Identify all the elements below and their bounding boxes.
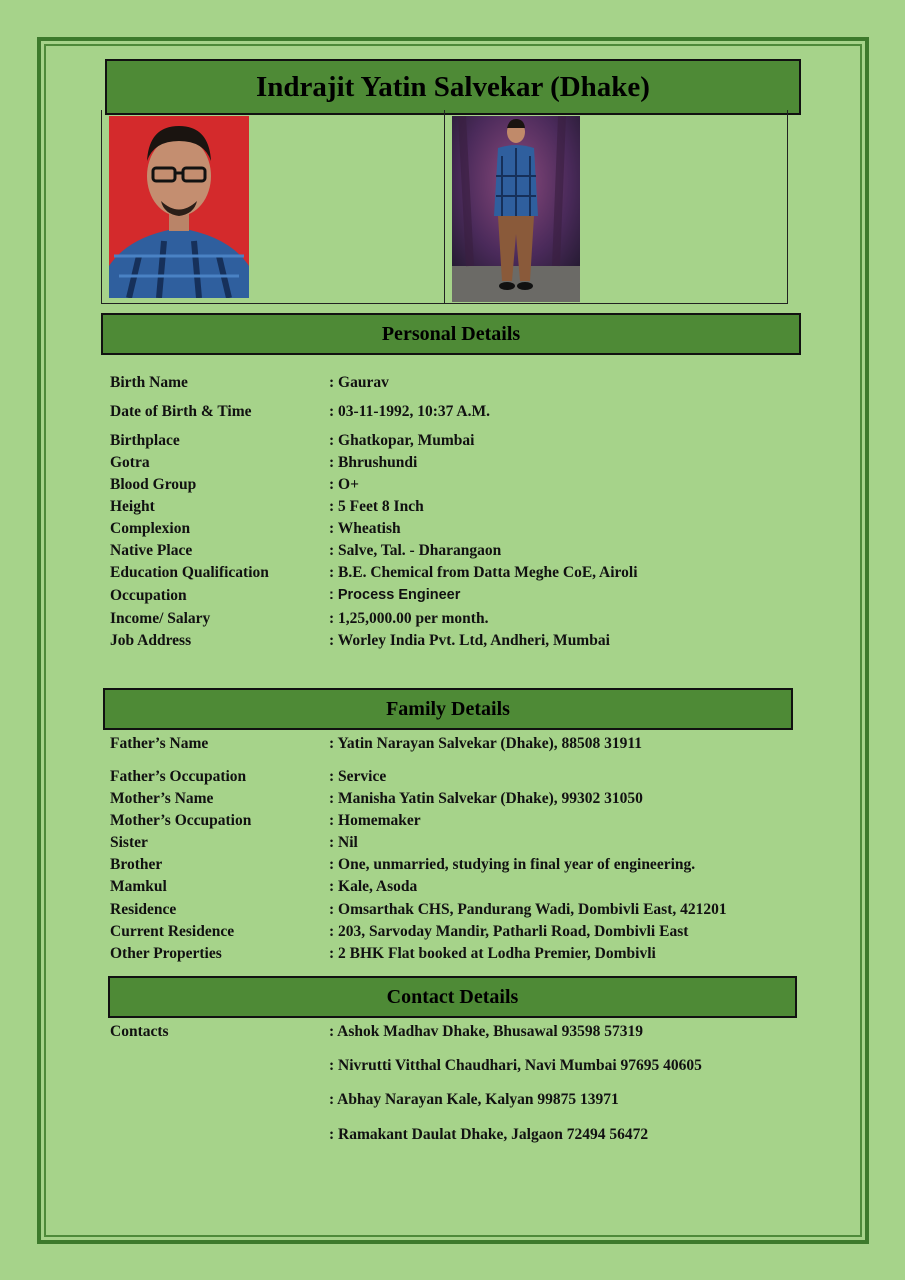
detail-value: : B.E. Chemical from Datta Meghe CoE, Airoli [329, 564, 638, 581]
detail-label: Native Place [110, 542, 193, 559]
detail-value: : Manisha Yatin Salvekar (Dhake), 99302 31050 [329, 790, 643, 807]
page-title: Indrajit Yatin Salvekar (Dhake) [256, 70, 650, 103]
detail-label: Father’s Occupation [110, 768, 247, 785]
section-title-contact: Contact Details [386, 985, 519, 1008]
detail-label: Contacts [110, 1023, 169, 1040]
section-header-family [103, 688, 793, 730]
detail-value: : Kale, Asoda [329, 878, 418, 895]
section-title-personal: Personal Details [381, 322, 521, 345]
detail-value: : One, unmarried, studying in final year of engineering. [329, 856, 696, 873]
contact-entry: : Nivrutti Vitthal Chaudhari, Navi Mumbai 97695 40605 [329, 1057, 702, 1074]
portrait-photo [109, 116, 249, 298]
detail-label: Birthplace [110, 432, 180, 449]
detail-label: Brother [110, 856, 163, 873]
detail-label: Complexion [110, 520, 191, 537]
detail-label: Mother’s Name [110, 790, 214, 807]
detail-value: : Worley India Pvt. Ltd, Andheri, Mumbai [329, 632, 610, 649]
detail-value: : 2 BHK Flat booked at Lodha Premier, Dombivli [329, 945, 656, 962]
title-banner [105, 59, 801, 115]
detail-value: : Yatin Narayan Salvekar (Dhake), 88508 31911 [329, 735, 643, 752]
section-header-personal [101, 313, 801, 355]
detail-label: Gotra [110, 454, 150, 471]
detail-label: Date of Birth & Time [110, 403, 252, 420]
contact-entry: : Ashok Madhav Dhake, Bhusawal 93598 57319 [329, 1023, 643, 1040]
detail-label: Other Properties [110, 945, 222, 962]
contact-entry: : Ramakant Daulat Dhake, Jalgaon 72494 56472 [329, 1126, 649, 1143]
photo-divider [444, 110, 445, 304]
detail-label: Father’s Name [110, 735, 209, 752]
detail-label: Occupation [110, 587, 187, 604]
detail-value: : Bhrushundi [329, 454, 418, 471]
detail-label: Education Qualification [110, 564, 269, 581]
contact-entry: : Abhay Narayan Kale, Kalyan 99875 13971 [329, 1091, 619, 1108]
detail-label: Job Address [110, 632, 192, 649]
section-title-family: Family Details [386, 697, 510, 720]
detail-value: : Gaurav [329, 374, 389, 391]
full-length-photo [452, 116, 580, 302]
detail-value: : 03-11-1992, 10:37 A.M. [329, 403, 491, 420]
detail-value: : Wheatish [329, 520, 401, 537]
detail-value: : 1,25,000.00 per month. [329, 610, 489, 627]
detail-label: Sister [110, 834, 148, 851]
detail-label: Blood Group [110, 476, 197, 493]
detail-value: : Nil [329, 834, 358, 851]
detail-value: : 203, Sarvoday Mandir, Patharli Road, Dombivli East [329, 923, 689, 940]
detail-value: : Salve, Tal. - Dharangaon [329, 542, 502, 559]
detail-label: Height [110, 498, 155, 515]
detail-value: : Homemaker [329, 812, 421, 829]
detail-value: : Omsarthak CHS, Pandurang Wadi, Dombivli East, 421201 [329, 901, 727, 918]
detail-label: Residence [110, 901, 177, 918]
detail-value: : Service [329, 768, 387, 785]
detail-label: Birth Name [110, 374, 188, 391]
detail-label: Mother’s Occupation [110, 812, 252, 829]
detail-value: : 5 Feet 8 Inch [329, 498, 424, 515]
detail-label: Current Residence [110, 923, 235, 940]
detail-value: : O+ [329, 476, 359, 493]
detail-value: : Ghatkopar, Mumbai [329, 432, 475, 449]
detail-label: Income/ Salary [110, 610, 211, 627]
detail-label: Mamkul [110, 878, 167, 895]
section-header-contact [108, 976, 797, 1018]
detail-value: : Process Engineer [329, 587, 461, 603]
